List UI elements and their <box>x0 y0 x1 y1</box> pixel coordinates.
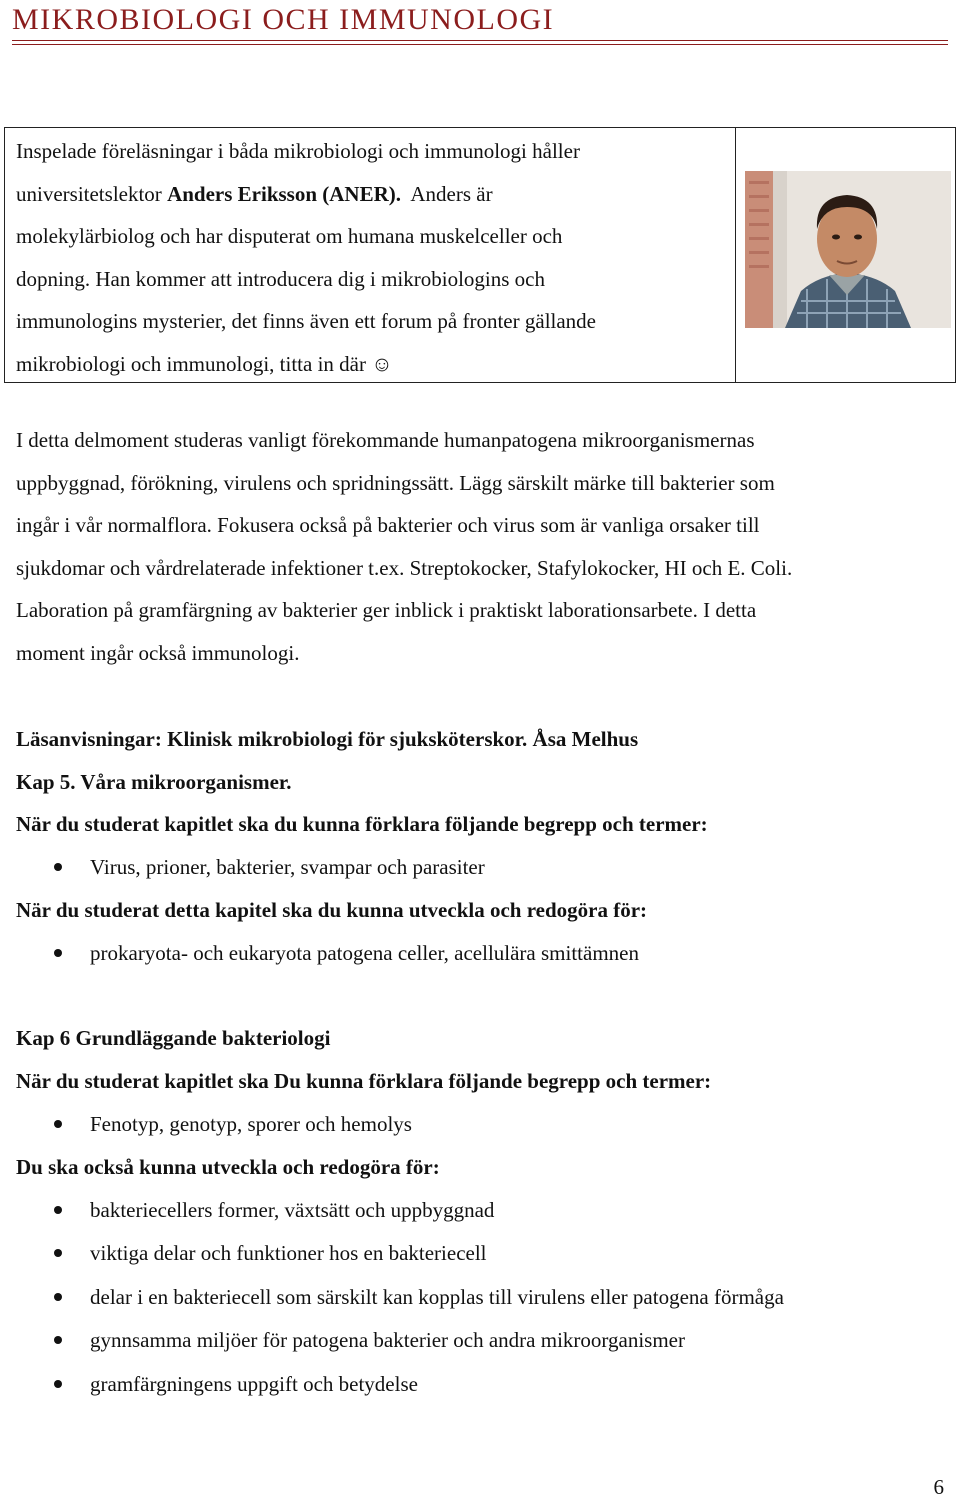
description-line: uppbyggnad, förökning, virulens och spridningssätt. Lägg särskilt märke till bakterier som <box>16 470 775 495</box>
photo-cell <box>736 128 955 382</box>
section-gap <box>16 975 936 1017</box>
chapter-5-title: Kap 5. Våra mikroorganismer. <box>16 769 292 794</box>
description-line: sjukdomar och vårdrelaterade infektioner t.ex. Streptokocker, Stafylokocker, HI och E. Coli. <box>16 555 793 580</box>
bullet-icon <box>54 1249 62 1257</box>
list-item: delar i en bakteriecell som särskilt kan kopplas till virulens eller patogena förmåga <box>16 1275 936 1319</box>
description-line: ingår i vår normalflora. Fokusera också på bakterier och virus som är vanliga orsaker till <box>16 513 760 537</box>
chapter-6-title: Kap 6 Grundläggande bakteriologi <box>16 1026 331 1050</box>
intro-line: mikrobiologi och immunologi, titta in där ☺ <box>16 351 393 376</box>
list-item: Virus, prioner, bakterier, svampar och parasiter <box>16 846 936 890</box>
description-line: I detta delmoment studeras vanligt förekommande humanpatogena mikroorganismernas <box>16 428 755 452</box>
chapter-6-explain-heading: När du studerat kapitlet ska Du kunna förklara följande begrepp och termer: <box>16 1068 712 1093</box>
intro-line: dopning. Han kommer att introducera dig i mikrobiologins och <box>16 266 545 291</box>
page-header-title: MIKROBIOLOGI OCH IMMUNOLOGI <box>12 3 555 36</box>
bullet-icon <box>54 1293 62 1301</box>
list-item: gramfärgningens uppgift och betydelse <box>16 1362 936 1406</box>
list-item: bakteriecellers former, växtsätt och uppbyggnad <box>16 1188 936 1232</box>
list-item: Fenotyp, genotyp, sporer och hemolys <box>16 1102 936 1146</box>
list-item: viktiga delar och funktioner hos en bakteriecell <box>16 1232 936 1276</box>
reading-heading: Läsanvisningar: Klinisk mikrobiologi för sjuksköterskor. Åsa Melhus <box>16 727 639 751</box>
chapter-5-develop-heading: När du studerat detta kapitel ska du kunna utveckla och redogöra för: <box>16 898 648 922</box>
chapter-5-explain-heading: När du studerat kapitlet ska du kunna förklara följande begrepp och termer: <box>16 812 708 836</box>
bullet-icon <box>54 863 62 871</box>
bullet-icon <box>54 949 62 957</box>
description-line: moment ingår också immunologi. <box>16 640 300 665</box>
lecturer-photo <box>745 171 951 328</box>
course-description <box>16 419 936 674</box>
bullet-icon <box>54 1336 62 1344</box>
intro-line: universitetslektor Anders Eriksson (ANER). Anders är <box>16 181 493 206</box>
intro-line: molekylärbiolog och har disputerat om humana muskelceller och <box>16 224 563 248</box>
lecturer-name: Anders Eriksson (ANER). <box>167 181 402 206</box>
page-header <box>12 0 948 38</box>
bullet-icon <box>54 1206 62 1214</box>
header-double-rule <box>12 40 948 45</box>
intro-line: Inspelade föreläsningar i båda mikrobiologi och immunologi håller <box>16 139 580 163</box>
page-number: 6 <box>933 1475 944 1499</box>
list-item: prokaryota- och eukaryota patogena celler, acellulära smittämnen <box>16 932 936 976</box>
bullet-icon <box>54 1380 62 1388</box>
bullet-icon <box>54 1120 62 1128</box>
description-line: Laboration på gramfärgning av bakterier ger inblick i praktiskt laborationsarbete. I detta <box>16 598 757 622</box>
intro-table <box>4 127 956 383</box>
intro-text-cell <box>5 128 736 382</box>
reading-instructions <box>16 718 936 1406</box>
chapter-6-develop-heading: Du ska också kunna utveckla och redogöra för: <box>16 1154 440 1179</box>
list-item: gynnsamma miljöer för patogena bakterier och andra mikroorganismer <box>16 1319 936 1363</box>
intro-line: immunologins mysterier, det finns även ett forum på fronter gällande <box>16 309 597 333</box>
